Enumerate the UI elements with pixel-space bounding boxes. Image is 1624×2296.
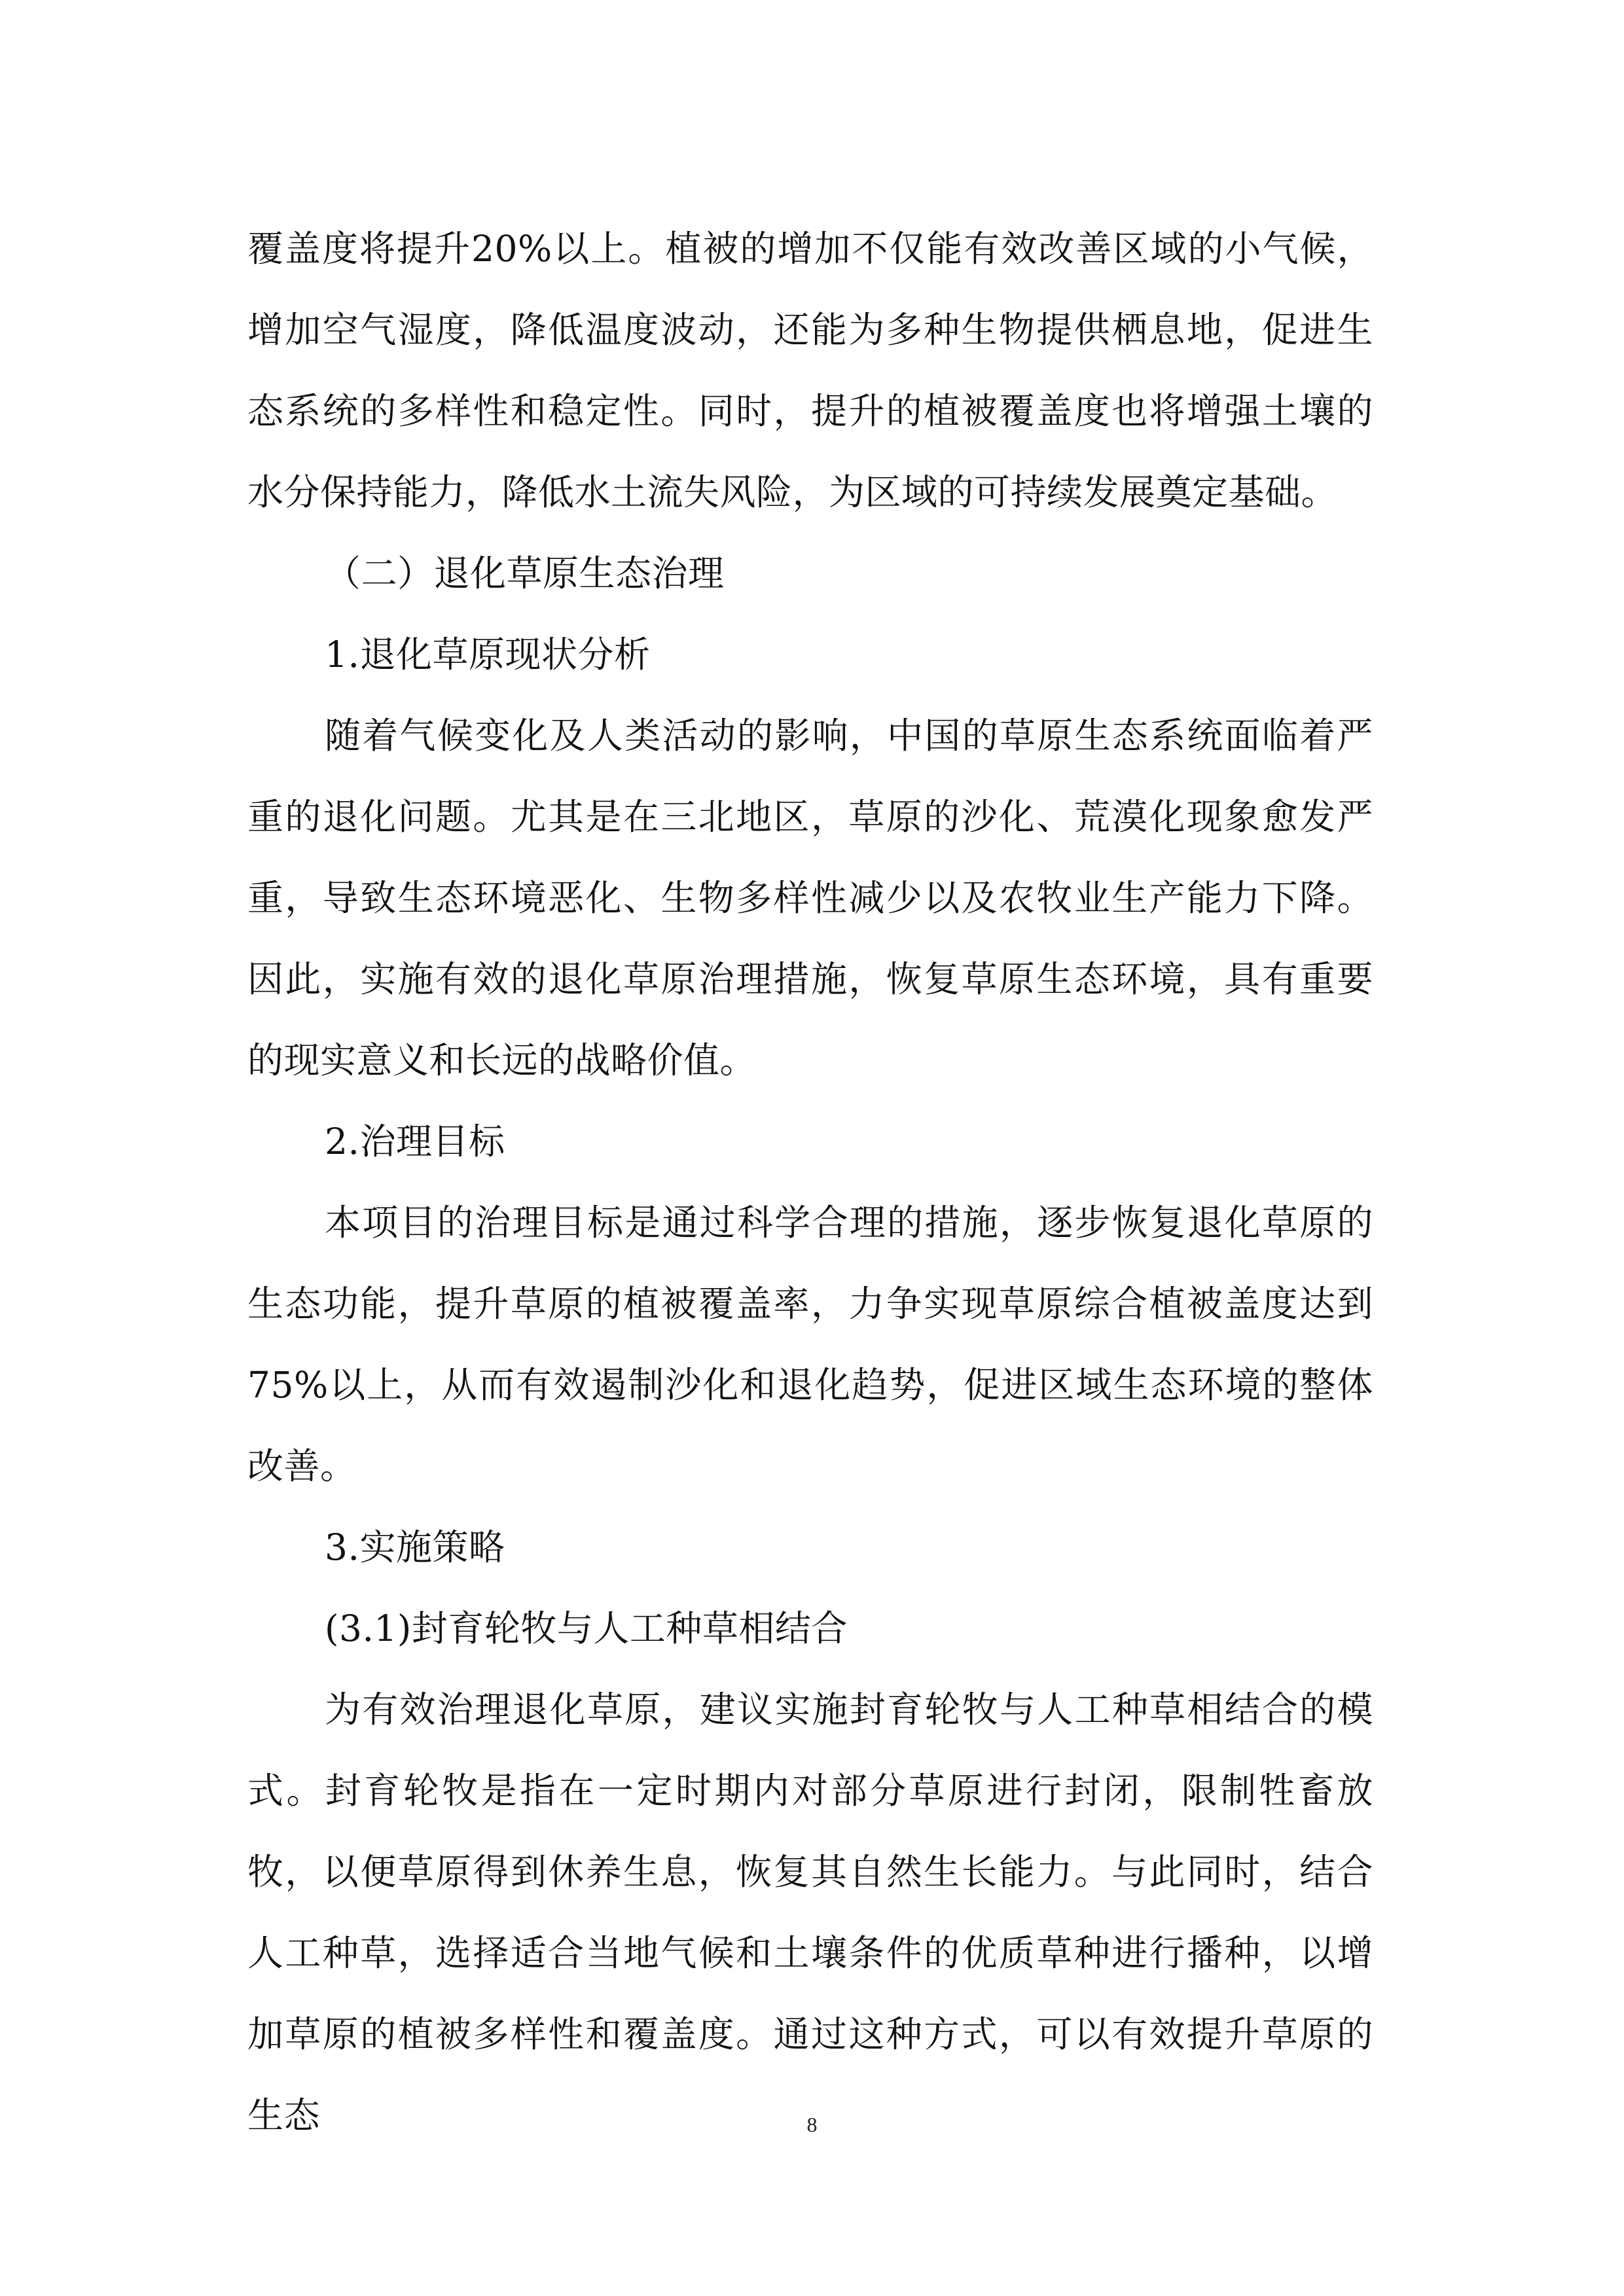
- page-number: 8: [806, 2113, 818, 2136]
- page-body: [247, 208, 1373, 2156]
- paragraph-governance-goal: 本项目的治理目标是通过科学合理的措施，逐步恢复退化草原的生态功能，提升草原的植被覆盖率，力争实现草原综合植被盖度达到75%以上，从而有效遏制沙化和退化趋势，促进区域生态环境的整体改善。: [247, 1202, 1373, 1487]
- paragraph-vegetation-coverage: 覆盖度将提升20%以上。植被的增加不仅能有效改善区域的小气候，增加空气湿度，降低温度波动，还能为多种生物提供栖息地，促进生态系统的多样性和稳定性。同时，提升的植被覆盖度也将增强土壤的水分保持能力，降低水土流失风险，为区域的可持续发展奠定基础。: [247, 228, 1373, 513]
- subheading-governance-goal: 2.治理目标: [325, 1121, 505, 1162]
- subheading-enclosure-grazing: (3.1)封育轮牧与人工种草相结合: [325, 1607, 848, 1649]
- paragraph-status-analysis: 随着气候变化及人类活动的影响，中国的草原生态系统面临着严重的退化问题。尤其是在三北地区，草原的沙化、荒漠化现象愈发严重，导致生态环境恶化、生物多样性减少以及农牧业生产能力下降。因此，实施有效的退化草原治理措施，恢复草原生态环境，具有重要的现实意义和长远的战略价值。: [247, 715, 1373, 1081]
- subheading-implementation-strategy: 3.实施策略: [325, 1526, 505, 1568]
- subheading-status-analysis: 1.退化草原现状分析: [325, 634, 651, 675]
- section-heading-degraded-grassland: （二）退化草原生态治理: [325, 552, 725, 594]
- paragraph-enclosure-grazing: 为有效治理退化草原，建议实施封育轮牧与人工种草相结合的模式。封育轮牧是指在一定时期内对部分草原进行封闭，限制牲畜放牧，以便草原得到休养生息，恢复其自然生长能力。与此同时，结合人工种草，选择适合当地气候和土壤条件的优质草种进行播种，以增加草原的植被多样性和覆盖度。通过这种方式，可以有效提升草原的生态: [247, 1689, 1373, 2136]
